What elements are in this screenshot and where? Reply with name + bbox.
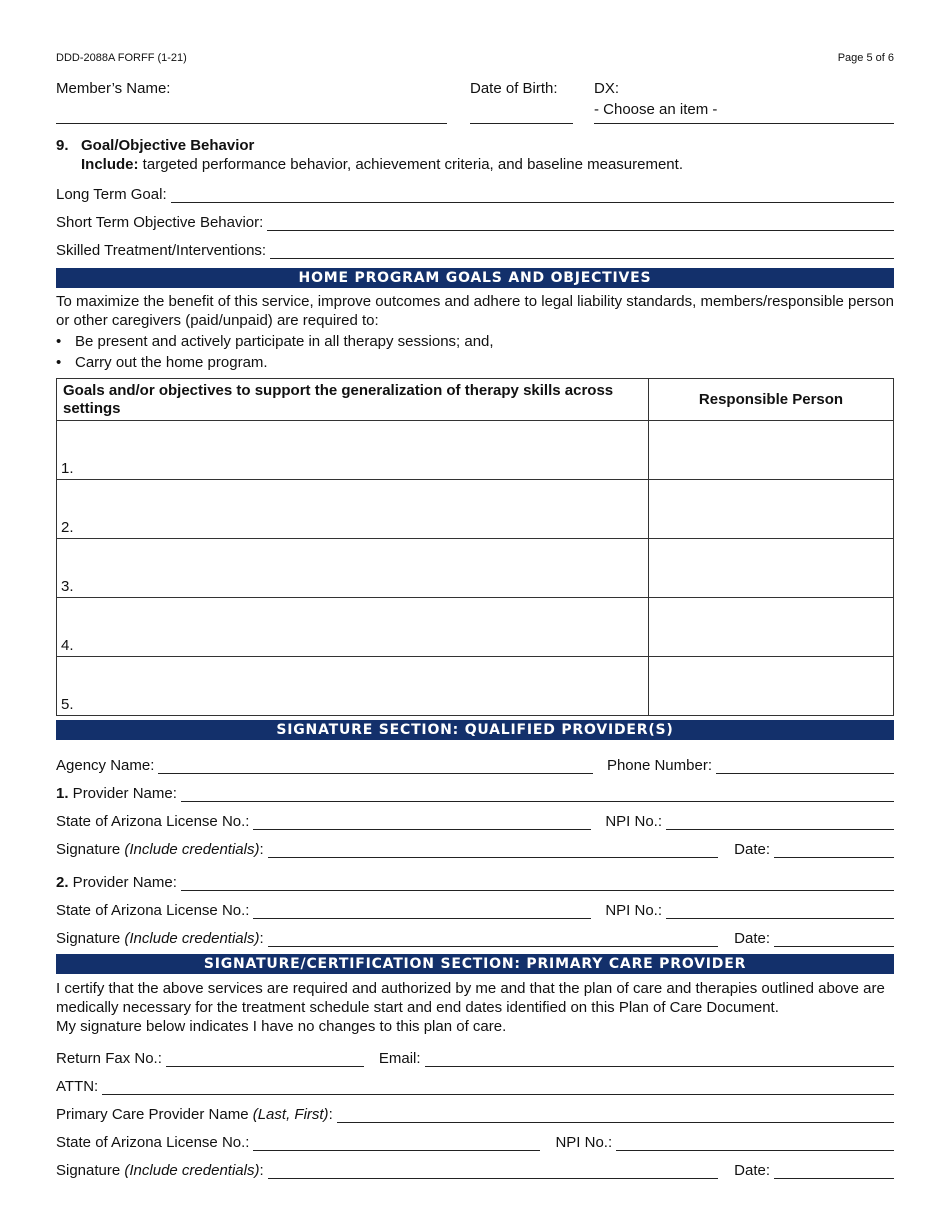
certify-statement: I certify that the above services are required and authorized by me and that the plan of care and therapies outlined above are medically necessary for the treatment schedule start and end dates identified on this Plan of Care Document. [56, 980, 885, 1016]
npi-label: NPI No.: [605, 902, 662, 919]
provider-1-signature-row [56, 838, 894, 858]
skilled-treatment-label: Skilled Treatment/Interventions: [56, 242, 267, 259]
home-program-bullets [56, 331, 894, 373]
table-row [57, 421, 894, 480]
provider-1-signature-field[interactable] [268, 844, 719, 858]
provider-2-signature-row [56, 927, 894, 947]
date-label: Date: [734, 1162, 770, 1179]
attn-row [56, 1075, 894, 1095]
attn-label: ATTN: [56, 1078, 99, 1095]
license-label: State of Arizona License No.: [56, 902, 250, 919]
no-changes-statement: My signature below indicates I have no changes to this plan of care. [56, 1018, 507, 1035]
dx-label: DX: [594, 80, 620, 97]
signature-label: Signature (Include credentials): [56, 841, 264, 858]
attn-field[interactable] [102, 1081, 894, 1095]
date-label: Date: [734, 841, 770, 858]
long-term-goal-row [56, 183, 894, 203]
member-info-row [56, 80, 894, 126]
provider-2-name-field[interactable] [181, 877, 894, 891]
npi-label: NPI No.: [605, 813, 662, 830]
section-title: Goal/Objective Behavior [81, 137, 255, 154]
pcp-license-field[interactable] [253, 1137, 540, 1151]
signature-label: Signature (Include credentials): [56, 930, 264, 947]
pcp-npi-field[interactable] [616, 1137, 894, 1151]
provider-1-name-label: 1. Provider Name: [56, 785, 177, 802]
table-header-row [57, 379, 894, 421]
section-number: 9. [56, 137, 69, 154]
home-program-goals-table [56, 378, 894, 716]
provider-1-license-row [56, 810, 894, 830]
form-page [56, 0, 894, 1230]
dx-field-underline [594, 123, 894, 124]
pcp-certification-banner: SIGNATURE/CERTIFICATION SECTION: PRIMARY CARE PROVIDER [56, 954, 894, 974]
provider-2-npi-field[interactable] [666, 905, 894, 919]
member-name-field[interactable] [56, 123, 447, 124]
pcp-name-field[interactable] [337, 1109, 894, 1123]
date-label: Date: [734, 930, 770, 947]
table-row [57, 480, 894, 539]
return-fax-field[interactable] [166, 1053, 364, 1067]
goals-column-header: Goals and/or objectives to support the generalization of therapy skills across settings [57, 379, 649, 421]
long-term-goal-label: Long Term Goal: [56, 186, 167, 203]
goal-cell[interactable]: 1. [57, 421, 649, 480]
dx-dropdown[interactable]: - Choose an item - [594, 101, 718, 118]
goal-cell[interactable]: 3. [57, 539, 649, 598]
skilled-treatment-field[interactable] [270, 245, 894, 259]
dob-field[interactable] [470, 123, 573, 124]
agency-name-field[interactable] [158, 760, 593, 774]
provider-1-npi-field[interactable] [666, 816, 894, 830]
section-include-note [56, 155, 683, 174]
responsible-person-cell[interactable] [649, 539, 894, 598]
agency-name-label: Agency Name: [56, 757, 155, 774]
provider-2-license-field[interactable] [253, 905, 591, 919]
provider-1-name-row [56, 782, 894, 802]
responsible-person-cell[interactable] [649, 480, 894, 539]
responsible-person-header: Responsible Person [649, 379, 894, 421]
provider-number: 1. [56, 785, 69, 802]
include-label: Include: [81, 156, 139, 173]
provider-1-license-field[interactable] [253, 816, 591, 830]
table-row [57, 598, 894, 657]
goal-cell[interactable]: 5. [57, 657, 649, 716]
provider-1-date-field[interactable] [774, 844, 894, 858]
short-term-objective-label: Short Term Objective Behavior: [56, 214, 264, 231]
email-field[interactable] [425, 1053, 894, 1067]
page-number: Page 5 of 6 [837, 52, 894, 64]
pcp-certification-text [56, 979, 894, 1036]
section-9-heading [56, 136, 683, 174]
responsible-person-cell[interactable] [649, 657, 894, 716]
provider-number: 2. [56, 874, 69, 891]
dob-label: Date of Birth: [470, 80, 558, 97]
signature-label: Signature (Include credentials): [56, 1162, 264, 1179]
provider-2-name-row [56, 871, 894, 891]
responsible-person-cell[interactable] [649, 598, 894, 657]
provider-2-date-field[interactable] [774, 933, 894, 947]
qualified-providers-banner: SIGNATURE SECTION: QUALIFIED PROVIDER(S) [56, 720, 894, 740]
pcp-name-label: Primary Care Provider Name (Last, First): [56, 1106, 333, 1123]
home-program-intro: To maximize the benefit of this service, improve outcomes and adhere to legal liability standards, members/responsible person or other caregivers (paid/unpaid) are required to: [56, 293, 894, 329]
return-fax-row [56, 1047, 894, 1067]
pcp-date-field[interactable] [774, 1165, 894, 1179]
responsible-person-cell[interactable] [649, 421, 894, 480]
goal-cell[interactable]: 2. [57, 480, 649, 539]
provider-2-name-label: 2. Provider Name: [56, 874, 177, 891]
pcp-license-row [56, 1131, 894, 1151]
phone-number-field[interactable] [716, 760, 894, 774]
home-program-banner: HOME PROGRAM GOALS AND OBJECTIVES [56, 268, 894, 288]
pcp-name-row [56, 1103, 894, 1123]
pcp-signature-field[interactable] [268, 1165, 719, 1179]
npi-label: NPI No.: [555, 1134, 613, 1151]
license-label: State of Arizona License No.: [56, 813, 250, 830]
provider-2-signature-field[interactable] [268, 933, 719, 947]
pcp-signature-row [56, 1159, 894, 1179]
provider-1-name-field[interactable] [181, 788, 894, 802]
goal-cell[interactable]: 4. [57, 598, 649, 657]
form-code: DDD-2088A FORFF (1-21) [56, 52, 187, 64]
short-term-objective-row [56, 211, 894, 231]
member-name-label: Member’s Name: [56, 80, 171, 97]
provider-2-license-row [56, 899, 894, 919]
agency-row [56, 754, 894, 774]
bullet-item: • Be present and actively participate in all therapy sessions; and, [56, 331, 894, 352]
table-row [57, 657, 894, 716]
long-term-goal-field[interactable] [171, 189, 894, 203]
short-term-objective-field[interactable] [267, 217, 894, 231]
table-row [57, 539, 894, 598]
return-fax-label: Return Fax No.: [56, 1050, 162, 1067]
email-label: Email: [378, 1050, 421, 1067]
skilled-treatment-row [56, 239, 894, 259]
license-label: State of Arizona License No.: [56, 1134, 250, 1151]
phone-number-label: Phone Number: [606, 757, 712, 774]
bullet-item: • Carry out the home program. [56, 352, 894, 373]
include-text: targeted performance behavior, achievement criteria, and baseline measurement. [138, 156, 683, 173]
